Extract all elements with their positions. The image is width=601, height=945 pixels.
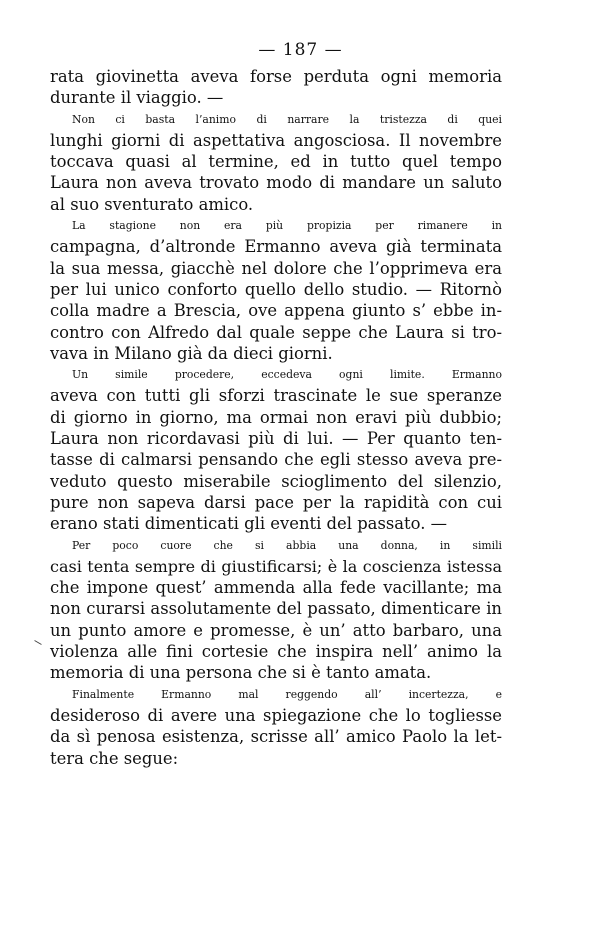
text-line: per lui unico conforto quello dello studio. — Ritornò xyxy=(50,279,502,299)
text-line: durante il viaggio. — xyxy=(50,88,224,108)
text-line: pure non sapeva darsi pace per la rapidità con cui xyxy=(50,492,502,512)
text-line: rata giovinetta aveva forse perduta ogni memoria xyxy=(50,67,502,86)
text-line: Finalmente Ermanno mal reggendo all’ incertezza, e xyxy=(72,687,502,701)
text-line: che impone quest’ ammenda alla fede vacillante; ma xyxy=(50,578,502,598)
text-line: non curarsi assolutamente del passato, dimenticare in xyxy=(50,599,502,619)
text-line: toccava quasi al termine, ed in tutto quel tempo xyxy=(50,152,502,172)
text-line: Laura non ricordavasi più di lui. — Per quanto ten- xyxy=(50,429,502,449)
text-line: Un simile procedere, eccedeva ogni limite. Ermanno xyxy=(72,368,502,382)
text-line: tasse di calmarsi pensando che egli stesso aveva pre- xyxy=(50,450,502,470)
text-line: colla madre a Brescia, ove appena giunto s’ ebbe in- xyxy=(50,301,502,321)
text-line: veduto questo miserabile scioglimento del silenzio, xyxy=(50,471,502,491)
text-line: tera che segue: xyxy=(50,748,179,768)
body-text xyxy=(50,66,502,769)
text-line: la sua messa, giacchè nel dolore che l’opprimeva era xyxy=(50,258,502,278)
page-number: — 187 — xyxy=(258,40,343,60)
text-line: Per poco cuore che si abbia una donna, in simili xyxy=(72,538,502,552)
text-line: Laura non aveva trovato modo di mandare un saluto xyxy=(50,173,502,193)
text-line: aveva con tutti gli sforzi trascinate le sue speranze xyxy=(50,386,502,406)
text-line: desideroso di avere una spiegazione che lo togliesse xyxy=(50,705,502,725)
text-line: da sì penosa esistenza, scrisse all’ amico Paolo la let- xyxy=(50,727,502,747)
text-line: violenza alle fini cortesie che inspira nell’ animo la xyxy=(50,642,502,662)
text-line: lunghi giorni di aspettativa angosciosa. Il novembre xyxy=(50,130,502,150)
text-line: al suo sventurato amico. xyxy=(50,194,254,214)
text-line: un punto amore e promesse, è un’ atto barbaro, una xyxy=(50,620,502,640)
margin-mark xyxy=(34,640,41,645)
text-line: La stagione non era più propizia per rimanere in xyxy=(72,219,502,233)
text-line: vava in Milano già da dieci giorni. xyxy=(50,343,333,363)
text-line: memoria di una persona che si è tanto amata. xyxy=(50,663,432,683)
text-line: campagna, d’altronde Ermanno aveva già terminata xyxy=(50,237,502,257)
text-line: contro con Alfredo dal quale seppe che Laura si tro- xyxy=(50,322,502,342)
text-line: erano stati dimenticati gli eventi del passato. — xyxy=(50,514,448,534)
text-line: Non ci basta l’animo di narrare la tristezza di quei xyxy=(72,112,502,126)
text-line: di giorno in giorno, ma ormai non eravi più dubbio; xyxy=(50,407,502,427)
text-line: casi tenta sempre di giustificarsi; è la coscienza istessa xyxy=(50,556,502,576)
